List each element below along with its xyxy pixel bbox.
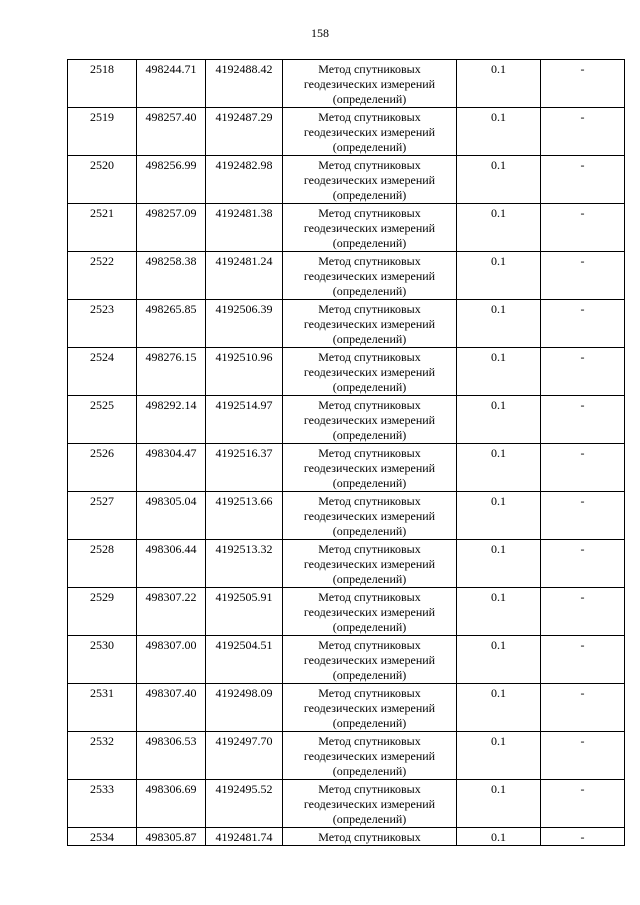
description-cell: - <box>541 444 625 492</box>
accuracy-cell: 0.1 <box>457 588 541 636</box>
accuracy-cell: 0.1 <box>457 828 541 846</box>
point-number-cell: 2519 <box>68 108 137 156</box>
description-cell: - <box>541 588 625 636</box>
accuracy-cell: 0.1 <box>457 252 541 300</box>
table-row <box>68 300 625 348</box>
table-row <box>68 348 625 396</box>
description-cell: - <box>541 252 625 300</box>
x-coordinate-cell: 498307.00 <box>137 636 206 684</box>
y-coordinate-cell: 4192487.29 <box>206 108 283 156</box>
accuracy-cell: 0.1 <box>457 396 541 444</box>
table-row <box>68 684 625 732</box>
accuracy-cell: 0.1 <box>457 636 541 684</box>
x-coordinate-cell: 498256.99 <box>137 156 206 204</box>
point-number-cell: 2520 <box>68 156 137 204</box>
y-coordinate-cell: 4192488.42 <box>206 60 283 108</box>
point-number-cell: 2527 <box>68 492 137 540</box>
description-cell: - <box>541 348 625 396</box>
y-coordinate-cell: 4192498.09 <box>206 684 283 732</box>
point-number-cell: 2526 <box>68 444 137 492</box>
method-cell: Метод спутниковых геодезических измерений (определений) <box>283 396 457 444</box>
x-coordinate-cell: 498305.04 <box>137 492 206 540</box>
x-coordinate-cell: 498306.53 <box>137 732 206 780</box>
table-row <box>68 444 625 492</box>
point-number-cell: 2529 <box>68 588 137 636</box>
table-row <box>68 540 625 588</box>
point-number-cell: 2523 <box>68 300 137 348</box>
point-number-cell: 2530 <box>68 636 137 684</box>
method-cell: Метод спутниковых геодезических измерений (определений) <box>283 540 457 588</box>
accuracy-cell: 0.1 <box>457 348 541 396</box>
description-cell: - <box>541 540 625 588</box>
x-coordinate-cell: 498276.15 <box>137 348 206 396</box>
description-cell: - <box>541 780 625 828</box>
y-coordinate-cell: 4192516.37 <box>206 444 283 492</box>
point-number-cell: 2522 <box>68 252 137 300</box>
y-coordinate-cell: 4192513.32 <box>206 540 283 588</box>
method-cell: Метод спутниковых геодезических измерений (определений) <box>283 492 457 540</box>
y-coordinate-cell: 4192510.96 <box>206 348 283 396</box>
description-cell: - <box>541 204 625 252</box>
description-cell: - <box>541 300 625 348</box>
x-coordinate-cell: 498292.14 <box>137 396 206 444</box>
table-row <box>68 108 625 156</box>
table-row <box>68 828 625 846</box>
accuracy-cell: 0.1 <box>457 60 541 108</box>
accuracy-cell: 0.1 <box>457 684 541 732</box>
table-row <box>68 60 625 108</box>
y-coordinate-cell: 4192506.39 <box>206 300 283 348</box>
table-row <box>68 204 625 252</box>
table-row <box>68 396 625 444</box>
description-cell: - <box>541 684 625 732</box>
point-number-cell: 2528 <box>68 540 137 588</box>
point-number-cell: 2521 <box>68 204 137 252</box>
point-number-cell: 2534 <box>68 828 137 846</box>
y-coordinate-cell: 4192504.51 <box>206 636 283 684</box>
x-coordinate-cell: 498244.71 <box>137 60 206 108</box>
point-number-cell: 2525 <box>68 396 137 444</box>
accuracy-cell: 0.1 <box>457 444 541 492</box>
table-row <box>68 492 625 540</box>
accuracy-cell: 0.1 <box>457 780 541 828</box>
table-row <box>68 588 625 636</box>
accuracy-cell: 0.1 <box>457 108 541 156</box>
y-coordinate-cell: 4192495.52 <box>206 780 283 828</box>
method-cell: Метод спутниковых геодезических измерений (определений) <box>283 156 457 204</box>
accuracy-cell: 0.1 <box>457 156 541 204</box>
description-cell: - <box>541 396 625 444</box>
table-row <box>68 636 625 684</box>
method-cell: Метод спутниковых геодезических измерений (определений) <box>283 252 457 300</box>
description-cell: - <box>541 60 625 108</box>
method-cell: Метод спутниковых геодезических измерений (определений) <box>283 444 457 492</box>
y-coordinate-cell: 4192481.24 <box>206 252 283 300</box>
x-coordinate-cell: 498306.69 <box>137 780 206 828</box>
table-body <box>68 60 625 846</box>
x-coordinate-cell: 498258.38 <box>137 252 206 300</box>
point-number-cell: 2518 <box>68 60 137 108</box>
accuracy-cell: 0.1 <box>457 492 541 540</box>
description-cell: - <box>541 108 625 156</box>
page-number: 158 <box>311 26 329 40</box>
method-cell: Метод спутниковых геодезических измерений (определений) <box>283 204 457 252</box>
table-row <box>68 780 625 828</box>
point-number-cell: 2533 <box>68 780 137 828</box>
method-cell: Метод спутниковых геодезических измерений (определений) <box>283 60 457 108</box>
method-cell: Метод спутниковых геодезических измерений (определений) <box>283 780 457 828</box>
description-cell: - <box>541 156 625 204</box>
x-coordinate-cell: 498305.87 <box>137 828 206 846</box>
y-coordinate-cell: 4192481.38 <box>206 204 283 252</box>
description-cell: - <box>541 828 625 846</box>
y-coordinate-cell: 4192513.66 <box>206 492 283 540</box>
x-coordinate-cell: 498265.85 <box>137 300 206 348</box>
accuracy-cell: 0.1 <box>457 732 541 780</box>
method-cell: Метод спутниковых геодезических измерений (определений) <box>283 684 457 732</box>
x-coordinate-cell: 498257.09 <box>137 204 206 252</box>
y-coordinate-cell: 4192482.98 <box>206 156 283 204</box>
accuracy-cell: 0.1 <box>457 300 541 348</box>
x-coordinate-cell: 498307.22 <box>137 588 206 636</box>
x-coordinate-cell: 498257.40 <box>137 108 206 156</box>
table-row <box>68 732 625 780</box>
method-cell: Метод спутниковых <box>283 828 457 846</box>
x-coordinate-cell: 498304.47 <box>137 444 206 492</box>
point-number-cell: 2531 <box>68 684 137 732</box>
x-coordinate-cell: 498306.44 <box>137 540 206 588</box>
x-coordinate-cell: 498307.40 <box>137 684 206 732</box>
y-coordinate-cell: 4192481.74 <box>206 828 283 846</box>
description-cell: - <box>541 492 625 540</box>
method-cell: Метод спутниковых геодезических измерений (определений) <box>283 588 457 636</box>
method-cell: Метод спутниковых геодезических измерений (определений) <box>283 300 457 348</box>
method-cell: Метод спутниковых геодезических измерений (определений) <box>283 636 457 684</box>
method-cell: Метод спутниковых геодезических измерений (определений) <box>283 348 457 396</box>
accuracy-cell: 0.1 <box>457 204 541 252</box>
y-coordinate-cell: 4192505.91 <box>206 588 283 636</box>
y-coordinate-cell: 4192497.70 <box>206 732 283 780</box>
method-cell: Метод спутниковых геодезических измерений (определений) <box>283 108 457 156</box>
point-number-cell: 2532 <box>68 732 137 780</box>
accuracy-cell: 0.1 <box>457 540 541 588</box>
table-row <box>68 156 625 204</box>
coordinates-table <box>67 59 625 846</box>
y-coordinate-cell: 4192514.97 <box>206 396 283 444</box>
table-row <box>68 252 625 300</box>
method-cell: Метод спутниковых геодезических измерений (определений) <box>283 732 457 780</box>
description-cell: - <box>541 636 625 684</box>
point-number-cell: 2524 <box>68 348 137 396</box>
description-cell: - <box>541 732 625 780</box>
